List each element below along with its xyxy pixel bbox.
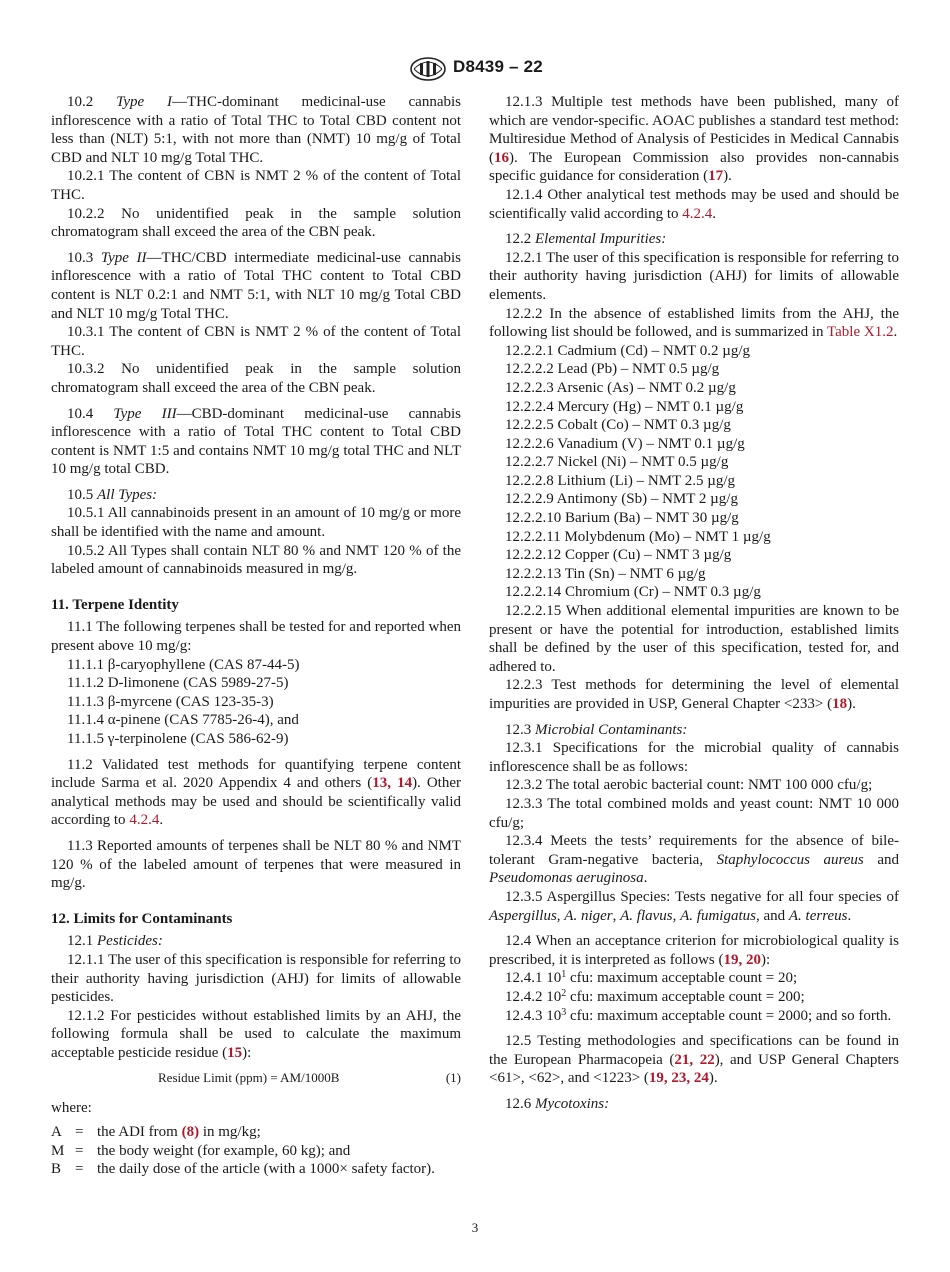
section-12-5: 12.5 Testing methodologies and specifications can be found in the European Pharmacopeia (21, 22), and USP General Chapters <61>, <62>, and <1223> (19, 23, 24). (489, 1033, 900, 1087)
section-12-1-1: 12.1.1 The user of this specification is responsible for referring to their authority having jurisdiction (AHJ) for limits of allowable pesticides. (51, 951, 461, 1006)
section-10-2-2: 10.2.2 No unidentified peak in the sample solution chromatogram shall exceed the area of the CBN peak. (51, 205, 461, 241)
heading-terpene-identity: 11. Terpene Identity (51, 596, 179, 613)
citation-link[interactable]: 20 (746, 951, 762, 968)
section-10-2: 10.2 Type I—THC-dominant medicinal-use cannabis inflorescence with a ratio of Total THC to Total CBD content not less than (NLT) 5:1, with not more than (NMT) 10 mg/g of Total CBD and NLT 10 mg/g Total THC. (51, 94, 461, 166)
section-12-2-3: 12.2.3 Test methods for determining the level of elemental impurities are provided in USP, General Chapter <233> (18). (489, 677, 899, 712)
section-12-3-5: 12.3.5 Aspergillus Species: Tests negative for all four species of Aspergillus, A. niger, A. flavus, A. fumigatus, and A. terreus. (489, 888, 899, 924)
section-12-1-4: 12.1.4 Other analytical test methods may be used and should be scientifically valid according to 4.2.4. (489, 186, 899, 222)
section-12-2-1: 12.2.1 The user of this specification is responsible for referring to their authority having jurisdiction (AHJ) for limits of allowable elements. (489, 249, 899, 303)
equation-number: (1) (445, 1069, 461, 1085)
section-12-3-2: 12.3.2 The total aerobic bacterial count: NMT 100 000 cfu/g; (505, 777, 873, 794)
right-column (489, 93, 899, 1113)
section-10-5: 10.5 All Types: (67, 486, 158, 503)
citation-link[interactable]: 17 (708, 168, 724, 185)
count-item: 12.4.2 $10^2$ cfu: maximum acceptable count = 200; (505, 987, 805, 1005)
citation-link[interactable]: 21, (674, 1051, 694, 1068)
element-limit-item: 12.2.2.13 Tin (Sn) – NMT 6 µg/g (505, 565, 706, 582)
citation-link[interactable]: 19, (723, 951, 743, 968)
variable-definitions (51, 1123, 461, 1179)
citation-link[interactable]: 14 (397, 775, 413, 792)
section-12-1: 12.1 Pesticides: (67, 933, 163, 950)
element-limit-item: 12.2.2.8 Lithium (Li) – NMT 2.5 µg/g (505, 472, 736, 489)
section-10-3: 10.3 Type II—THC/CBD intermediate medicinal-use cannabis inflorescence with a ratio of Total THC content to Total CBD content is NLT 0.2:1 and NMT 5:1, with NLT 10 mg/g Total CBD and NLT 10 mg/g Total THC. (51, 249, 461, 322)
section-12-2: 12.2 Elemental Impurities: (505, 231, 667, 248)
equation-expression: Residue Limit (ppm) = AM/1000B (158, 1069, 340, 1085)
element-limit-item: 12.2.2.14 Chromium (Cr) – NMT 0.3 µg/g (505, 584, 761, 601)
definition-row: A = the ADI from (8) in mg/kg; (51, 1124, 261, 1141)
count-item: 12.4.3 $10^3$ cfu: maximum acceptable count = 2000; and so forth. (505, 1006, 892, 1024)
citation-link[interactable]: 23, (671, 1070, 691, 1087)
citation-link[interactable]: 18 (832, 696, 848, 712)
element-limit-item: 12.2.2.7 Nickel (Ni) – NMT 0.5 µg/g (505, 454, 729, 471)
left-column (51, 93, 461, 1179)
section-11-2: 11.2 Validated test methods for quantifying terpene content include Sarma et al. 2020 Appendix 4 and others (13, 14). Other analytical methods may be used and should be scientifically valid according to 4.2.4. (51, 756, 461, 829)
astm-logo-icon (409, 56, 447, 82)
page-header (0, 56, 950, 82)
section-12-1-2: 12.1.2 For pesticides without established limits by an AHJ, the following formula shall be used to calculate the maximum acceptable pesticide residue (15): (51, 1007, 461, 1061)
where-label: where: (51, 1099, 92, 1116)
element-limit-item: 12.2.2.9 Antimony (Sb) – NMT 2 µg/g (505, 491, 738, 508)
terpene-item: 11.1.3 β-myrcene (CAS 123-35-3) (67, 693, 274, 710)
section-12-3-1: 12.3.1 Specifications for the microbial quality of cannabis inflorescence shall be as follows: (489, 740, 899, 775)
equation-1 (51, 1067, 461, 1087)
terpene-item: 11.1.2 D-limonene (CAS 5989-27-5) (67, 675, 289, 692)
section-10-3-1: 10.3.1 The content of CBN is NMT 2 % of the content of Total THC. (51, 324, 461, 359)
page-number: 3 (471, 1220, 479, 1235)
citation-link[interactable]: 13, (372, 775, 392, 792)
citation-link[interactable]: 22 (699, 1051, 715, 1068)
citation-link[interactable]: 19, (648, 1070, 668, 1087)
section-12-6: 12.6 Mycotoxins: (505, 1095, 610, 1112)
element-limit-item: 12.2.2.1 Cadmium (Cd) – NMT 0.2 µg/g (505, 342, 751, 359)
element-limit-item: 12.2.2.11 Molybdenum (Mo) – NMT 1 µg/g (505, 528, 771, 545)
element-limit-item: 12.2.2.6 Vanadium (V) – NMT 0.1 µg/g (505, 435, 745, 452)
section-10-4: 10.4 Type III—CBD-dominant medicinal-use cannabis inflorescence with a ratio of Total THC content to Total CBD content is NMT 1:5 and contains NMT 10 mg/g total THC and NLT 10 mg/g total CBD. (51, 405, 462, 478)
section-12-2-2: 12.2.2 In the absence of established limits from the AHJ, the following list should be followed, and is summarized in Table X1.2. (489, 305, 899, 341)
heading-limits-for-contaminants: 12. Limits for Contaminants (51, 910, 233, 927)
section-10-5-1: 10.5.1 All cannabinoids present in an amount of 10 mg/g or more shall be identified with the name and amount. (51, 505, 461, 541)
section-12-1-3: 12.1.3 Multiple test methods have been published, many of which are vendor-specific. AOAC publishes a standard test method: Multiresidue Method of Analysis of Pesticides in Medical Cannabis (16). The European Commission also provides non-cannabis specific guidance for consideration (17). (489, 94, 899, 185)
section-12-2-2-15: 12.2.2.15 When additional elemental impurities are known to be present or have the potential for introduction, established limits shall be defined by the user of this specification, tested for, and adhered to. (489, 603, 899, 675)
citation-link[interactable]: (8) (181, 1124, 200, 1141)
element-limit-item: 12.2.2.5 Cobalt (Co) – NMT 0.3 µg/g (505, 417, 731, 434)
element-limit-item: 12.2.2.3 Arsenic (As) – NMT 0.2 µg/g (505, 379, 736, 396)
section-link[interactable]: 4.2.4 (129, 812, 160, 829)
table-link[interactable]: Table X1.2 (827, 324, 894, 341)
section-12-4: 12.4 When an acceptance criterion for microbiological quality is prescribed, it is interpreted as follows (19, 20): (489, 933, 899, 968)
definition-row: M = the body weight (for example, 60 kg); and (51, 1142, 351, 1159)
element-limit-item: 12.2.2.10 Barium (Ba) – NMT 30 µg/g (505, 510, 739, 527)
section-12-3-3: 12.3.3 The total combined molds and yeast count: NMT 10 000 cfu/g; (489, 795, 899, 831)
section-link[interactable]: 4.2.4 (682, 205, 713, 222)
citation-link[interactable]: 15 (227, 1044, 243, 1061)
element-limit-item: 12.2.2.4 Mercury (Hg) – NMT 0.1 µg/g (505, 398, 744, 415)
definition-row: B = the daily dose of the article (with a 1000× safety factor). (51, 1161, 435, 1178)
section-10-3-2: 10.3.2 No unidentified peak in the sample solution chromatogram shall exceed the area of the CBN peak. (51, 361, 461, 396)
citation-link[interactable]: 24 (693, 1070, 709, 1087)
terpene-item: 11.1.4 α-pinene (CAS 7785-26-4), and (67, 712, 299, 729)
section-10-2-1: 10.2.1 The content of CBN is NMT 2 % of the content of Total THC. (51, 168, 461, 203)
section-12-3-4: 12.3.4 Meets the tests’ requirements for the absence of bile-tolerant Gram-negative bacteria, Staphylococcus aureus and Pseudomonas aeruginosa. (489, 833, 899, 887)
count-item: 12.4.1 $10^1$ cfu: maximum acceptable count = 20; (505, 969, 798, 987)
section-12-3: 12.3 Microbial Contaminants: (505, 721, 688, 738)
element-limit-item: 12.2.2.2 Lead (Pb) – NMT 0.5 µg/g (505, 361, 720, 378)
section-11-3: 11.3 Reported amounts of terpenes shall be NLT 80 % and NMT 120 % of the labeled amount of terpenes that were measured in mg/g. (51, 837, 461, 892)
citation-link[interactable]: 16 (494, 149, 509, 166)
element-limit-item: 12.2.2.12 Copper (Cu) – NMT 3 µg/g (505, 547, 732, 564)
terpene-item: 11.1.5 γ-terpinolene (CAS 586-62-9) (67, 731, 289, 747)
section-10-5-2: 10.5.2 All Types shall contain NLT 80 % and NMT 120 % of the labeled amount of cannabinoids measured in mg/g. (51, 542, 461, 578)
document-designation: D8439 – 22 (453, 57, 543, 76)
terpene-item: 11.1.1 β-caryophyllene (CAS 87-44-5) (67, 656, 300, 673)
section-11-1: 11.1 The following terpenes shall be tested for and reported when present above 10 mg/g: (51, 619, 461, 655)
